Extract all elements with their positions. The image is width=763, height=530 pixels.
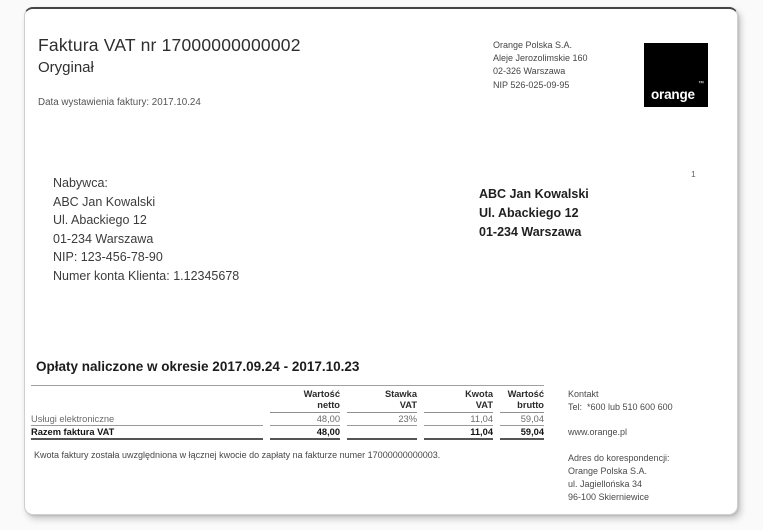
- buyer-city: 01-234 Warszawa: [53, 231, 154, 246]
- col-header-empty: [31, 386, 263, 413]
- issue-date-line: Data wystawienia faktury: 2017.10.24: [38, 97, 201, 108]
- table-total-netto: 48,00: [270, 426, 340, 440]
- table-row-brutto: 59,04: [500, 413, 544, 426]
- buyer-nip: NIP: 123-456-78-90: [53, 250, 163, 265]
- spacer: [568, 438, 673, 452]
- issuer-street: Aleje Jerozolimskie 160: [493, 53, 588, 64]
- issuer-city: 02-326 Warszawa: [493, 66, 566, 77]
- invoice-copy-type: Oryginał: [38, 59, 94, 76]
- invoice-footnote: Kwota faktury została uwzględniona w łącznej kwocie do zapłaty na fakturze numer 17000000000003.: [34, 450, 441, 460]
- orange-logo: [644, 43, 708, 107]
- buyer-account-number: Numer konta Klienta: 1.12345678: [53, 268, 240, 283]
- correspondence-name: Orange Polska S.A.: [568, 466, 648, 477]
- buyer-block: [53, 174, 239, 286]
- invoice-title: Faktura VAT nr 17000000000002: [38, 35, 301, 55]
- buyer-label: Nabywca:: [53, 176, 108, 190]
- contact-website: www.orange.pl: [568, 426, 628, 437]
- col-header-wartosc-brutto: Wartość brutto: [500, 386, 544, 413]
- invoice-page: [24, 7, 738, 515]
- page-number: 1: [691, 169, 696, 179]
- contact-heading: Kontakt: [568, 389, 599, 399]
- recipient-city: 01-234 Warszawa: [479, 225, 582, 239]
- contact-block: [568, 388, 673, 504]
- recipient-name: ABC Jan Kowalski: [479, 187, 589, 201]
- charges-table: [31, 385, 544, 440]
- table-row-kwota: 11,04: [424, 413, 493, 426]
- correspondence-label: Adres do korespondencji:: [568, 453, 670, 464]
- table-grid: [31, 386, 544, 440]
- table-row-stawka: 23%: [347, 413, 417, 426]
- contact-phone: Tel: *600 lub 510 600 600: [568, 401, 673, 412]
- buyer-street: Ul. Abackiego 12: [53, 213, 147, 228]
- spacer: [568, 414, 673, 426]
- table-total-kwota: 11,04: [424, 426, 493, 440]
- table-total-label: Razem faktura VAT: [31, 426, 263, 440]
- correspondence-city: 96-100 Skierniewice: [568, 491, 650, 502]
- issuer-nip: NIP 526-025-09-95: [493, 79, 570, 90]
- table-row-netto: 48,00: [270, 413, 340, 426]
- orange-logo-wordmark: orange: [651, 87, 695, 102]
- table-row-label: Usługi elektroniczne: [31, 413, 263, 426]
- buyer-name: ABC Jan Kowalski: [53, 194, 156, 209]
- table-total-brutto: 59,04: [500, 426, 544, 440]
- correspondence-street: ul. Jagiellońska 34: [568, 478, 643, 489]
- col-header-stawka-vat: Stawka VAT: [347, 386, 417, 413]
- issuer-address-block: [493, 39, 588, 92]
- trademark-symbol: ™: [698, 81, 704, 87]
- col-header-kwota-vat: Kwota VAT: [424, 386, 493, 413]
- issuer-name: Orange Polska S.A.: [493, 40, 573, 50]
- charges-period-heading: Opłaty naliczone w okresie 2017.09.24 - 2017.10.23: [36, 359, 360, 374]
- recipient-address-block: [479, 185, 589, 242]
- table-total-stawka: [347, 426, 417, 440]
- recipient-street: Ul. Abackiego 12: [479, 206, 579, 220]
- col-header-wartosc-netto: Wartość netto: [270, 386, 340, 413]
